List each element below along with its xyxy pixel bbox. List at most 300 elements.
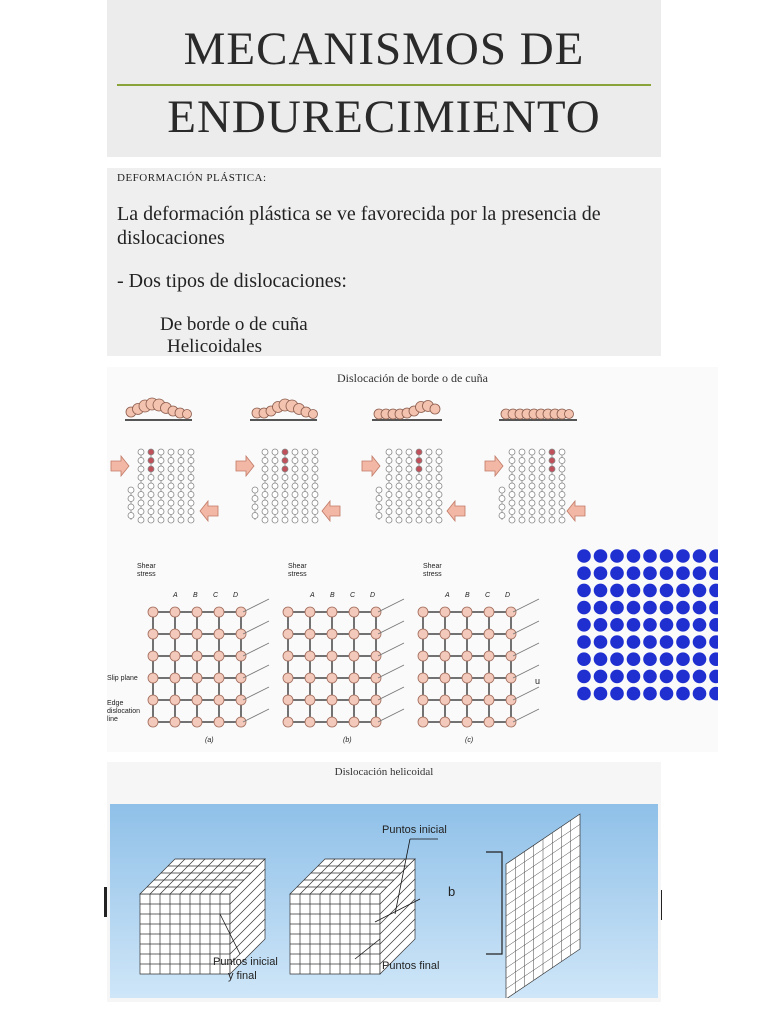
atom: [509, 458, 515, 464]
atom: [302, 492, 308, 498]
lattice-atom: [506, 717, 516, 727]
letter-b-1: B: [193, 592, 198, 599]
title-slide: [107, 0, 661, 157]
blue-atom: [660, 670, 674, 684]
atom: [539, 492, 545, 498]
lattice-atom: [148, 673, 158, 683]
atom: [312, 449, 318, 455]
atom: [158, 483, 164, 489]
letter-a-2: A: [310, 592, 315, 599]
atom: [312, 509, 318, 515]
atom: [386, 458, 392, 464]
blue-atom: [610, 670, 624, 684]
atom: [272, 517, 278, 523]
atom: [416, 458, 422, 464]
atom: [188, 458, 194, 464]
blue-atom: [676, 635, 690, 649]
lattice-depth: [378, 687, 404, 700]
lattice-atom: [236, 673, 246, 683]
atom: [529, 483, 535, 489]
blue-atom: [627, 687, 641, 701]
atom: [396, 449, 402, 455]
atom: [292, 449, 298, 455]
blue-atom: [693, 584, 707, 598]
atom: [138, 492, 144, 498]
screw-dislocation-slide: [107, 762, 661, 1002]
atom: [148, 517, 154, 523]
lattice-atom: [440, 673, 450, 683]
lattice-atom: [305, 695, 315, 705]
atom: [406, 475, 412, 481]
atom: [282, 458, 288, 464]
start-end-label-1: Puntos inicial: [213, 956, 278, 968]
atom: [262, 466, 268, 472]
atom: [559, 483, 565, 489]
atom: [272, 458, 278, 464]
atom: [302, 458, 308, 464]
atom: [416, 517, 422, 523]
lattice-atom: [170, 717, 180, 727]
lattice-atom: [148, 629, 158, 639]
atom: [416, 466, 422, 472]
edge-caption: Dislocación de borde o de cuña: [337, 371, 488, 385]
screw-diagram-panel: [110, 804, 658, 998]
atom: [396, 458, 402, 464]
blue-atom: [709, 601, 718, 615]
atom: [509, 466, 515, 472]
atom: [549, 509, 555, 515]
lattice-atom: [349, 717, 359, 727]
atom: [138, 458, 144, 464]
atom: [188, 517, 194, 523]
atom: [128, 487, 134, 493]
atom: [282, 509, 288, 515]
blue-atom: [676, 618, 690, 632]
blue-atom: [594, 584, 608, 598]
atom: [292, 483, 298, 489]
shear-label-b: Shear stress: [288, 563, 307, 578]
lattice-atom: [418, 651, 428, 661]
atom: [148, 509, 154, 515]
atom: [312, 492, 318, 498]
atom: [282, 466, 288, 472]
atom: [559, 475, 565, 481]
lattice-atom: [418, 695, 428, 705]
lattice-depth: [378, 709, 404, 722]
atom: [519, 500, 525, 506]
lattice-atom: [327, 651, 337, 661]
blue-atom: [660, 584, 674, 598]
atom: [416, 492, 422, 498]
atom: [396, 475, 402, 481]
atom: [436, 449, 442, 455]
lattice-atom: [283, 607, 293, 617]
atom: [272, 475, 278, 481]
atom: [519, 449, 525, 455]
blue-atom: [594, 670, 608, 684]
atom: [282, 475, 288, 481]
atom: [312, 475, 318, 481]
lattice-depth: [513, 621, 539, 634]
lattice-atom: [349, 629, 359, 639]
lattice-atom: [484, 673, 494, 683]
atom: [549, 517, 555, 523]
atom: [519, 509, 525, 515]
atom: [376, 487, 382, 493]
atom: [262, 449, 268, 455]
atom: [148, 458, 154, 464]
blue-atom: [693, 652, 707, 666]
blue-atom: [660, 652, 674, 666]
lattice-atom: [170, 673, 180, 683]
atom: [272, 483, 278, 489]
blue-atom: [594, 618, 608, 632]
atom: [262, 492, 268, 498]
blue-atom: [643, 670, 657, 684]
atom: [559, 449, 565, 455]
atom: [416, 500, 422, 506]
lattice-depth: [243, 709, 269, 722]
atom: [519, 475, 525, 481]
atom: [549, 475, 555, 481]
shear-label-c: Shear stress: [423, 563, 442, 578]
blue-atom: [594, 601, 608, 615]
atom: [128, 513, 134, 519]
blue-atom: [693, 601, 707, 615]
blue-atom: [660, 601, 674, 615]
atom: [262, 475, 268, 481]
section-heading: DEFORMACIÓN PLÁSTICA:: [117, 172, 267, 184]
lattice-atom: [418, 607, 428, 617]
atom: [549, 466, 555, 472]
atom: [529, 449, 535, 455]
blue-atom: [627, 601, 641, 615]
lattice-atom: [305, 717, 315, 727]
lattice-atom: [506, 629, 516, 639]
blue-atom: [627, 618, 641, 632]
lattice-atom: [418, 673, 428, 683]
atom: [426, 517, 432, 523]
lattice-atom: [214, 607, 224, 617]
atom: [272, 449, 278, 455]
atom: [312, 483, 318, 489]
atom: [509, 449, 515, 455]
atom: [158, 466, 164, 472]
atom: [292, 475, 298, 481]
lattice-atom: [148, 607, 158, 617]
atom: [302, 500, 308, 506]
atom: [282, 492, 288, 498]
blue-atom: [594, 652, 608, 666]
lattice-depth: [243, 643, 269, 656]
blue-atom: [676, 566, 690, 580]
lattice-atom: [484, 629, 494, 639]
atom: [436, 509, 442, 515]
atom: [559, 500, 565, 506]
atom: [499, 504, 505, 510]
atom: [426, 492, 432, 498]
lattice-atom: [484, 651, 494, 661]
blue-atom: [610, 584, 624, 598]
blue-atom: [709, 549, 718, 563]
blue-atom: [660, 635, 674, 649]
atom: [509, 483, 515, 489]
atom: [499, 513, 505, 519]
lattice-atom: [418, 717, 428, 727]
atom: [436, 500, 442, 506]
end-points-label: Puntos final: [382, 960, 440, 972]
lattice-atom: [283, 651, 293, 661]
atom: [396, 500, 402, 506]
atom: [386, 466, 392, 472]
type-screw: Helicoidales: [167, 336, 262, 357]
lattice-atom: [349, 673, 359, 683]
blue-atom: [709, 670, 718, 684]
atom: [509, 517, 515, 523]
blue-atom: [676, 549, 690, 563]
lattice-atom: [462, 673, 472, 683]
blue-atom: [643, 652, 657, 666]
atom: [426, 466, 432, 472]
slip-plane-label: Slip plane: [107, 675, 138, 682]
atom: [158, 500, 164, 506]
atom: [406, 509, 412, 515]
u-label: u: [535, 676, 541, 686]
atom: [312, 517, 318, 523]
atom: [386, 483, 392, 489]
type-edge: De borde o de cuña: [160, 314, 308, 335]
title-line-1: MECANISMOS DE: [183, 23, 585, 75]
atom: [138, 466, 144, 472]
atom: [519, 466, 525, 472]
atom: [302, 466, 308, 472]
blue-atom: [610, 635, 624, 649]
lattice-atom: [148, 717, 158, 727]
atom: [559, 517, 565, 523]
lattice-depth: [378, 621, 404, 634]
lattice-atom: [236, 629, 246, 639]
atom: [292, 492, 298, 498]
lattice-atom: [192, 651, 202, 661]
atom: [426, 509, 432, 515]
atom: [406, 483, 412, 489]
atom: [188, 466, 194, 472]
lattice-atom: [462, 717, 472, 727]
panel-c-label: (c): [465, 737, 474, 744]
lattice-atom: [236, 607, 246, 617]
letter-a-1: A: [173, 592, 178, 599]
atom: [436, 517, 442, 523]
lattice-atom: [236, 651, 246, 661]
atom: [148, 466, 154, 472]
lattice-atom: [349, 607, 359, 617]
atom: [252, 487, 258, 493]
atom: [436, 483, 442, 489]
atom: [302, 517, 308, 523]
atom: [426, 475, 432, 481]
lattice-atom: [462, 607, 472, 617]
lattice-atom: [214, 717, 224, 727]
atom: [426, 483, 432, 489]
lattice-atom: [305, 607, 315, 617]
cube-burgers: [290, 859, 415, 974]
lattice-depth: [243, 687, 269, 700]
lattice-atom: [170, 695, 180, 705]
atom: [436, 475, 442, 481]
atom: [178, 475, 184, 481]
lattice-atom: [192, 673, 202, 683]
edge-dislocation-figure: [107, 367, 718, 752]
atom: [158, 458, 164, 464]
blue-atom: [627, 549, 641, 563]
atom: [292, 509, 298, 515]
blue-atom: [693, 670, 707, 684]
atom: [499, 496, 505, 502]
blue-atom: [627, 584, 641, 598]
atom: [406, 458, 412, 464]
lattice-atom: [506, 607, 516, 617]
atom: [396, 492, 402, 498]
blue-atom: [577, 687, 591, 701]
atom: [178, 509, 184, 515]
atom: [499, 487, 505, 493]
lattice-depth: [378, 665, 404, 678]
lattice-atom: [305, 651, 315, 661]
atom: [158, 449, 164, 455]
atom: [262, 483, 268, 489]
lattice-atom: [440, 607, 450, 617]
lattice-atom: [462, 651, 472, 661]
blue-atom: [643, 566, 657, 580]
atom: [559, 458, 565, 464]
atom: [539, 517, 545, 523]
atom: [559, 509, 565, 515]
atom: [128, 496, 134, 502]
lattice-atom: [484, 695, 494, 705]
atom: [386, 449, 392, 455]
atom: [148, 492, 154, 498]
atom: [168, 449, 174, 455]
shear-label-a: Shear stress: [137, 563, 156, 578]
lattice-atom: [236, 717, 246, 727]
lattice-atom: [484, 607, 494, 617]
blue-atom: [577, 652, 591, 666]
atom: [292, 458, 298, 464]
blue-atom: [709, 652, 718, 666]
atom: [178, 483, 184, 489]
lattice-atom: [214, 629, 224, 639]
blue-atom: [577, 670, 591, 684]
edge-dislocation-slide: [107, 367, 718, 752]
atom: [406, 449, 412, 455]
atom: [539, 466, 545, 472]
atom: [312, 466, 318, 472]
letter-a-3: A: [445, 592, 450, 599]
letter-b-2: B: [330, 592, 335, 599]
blue-atom: [693, 635, 707, 649]
atom: [148, 449, 154, 455]
blue-atom: [676, 584, 690, 598]
atom: [549, 449, 555, 455]
atom: [188, 475, 194, 481]
lattice-atom: [214, 651, 224, 661]
atom: [376, 504, 382, 510]
atom: [138, 475, 144, 481]
atom: [539, 483, 545, 489]
atom: [519, 458, 525, 464]
lattice-atom: [305, 673, 315, 683]
blue-atom: [610, 601, 624, 615]
atom: [262, 500, 268, 506]
blue-atom: [676, 687, 690, 701]
atom: [272, 466, 278, 472]
blue-atom: [643, 687, 657, 701]
atom: [178, 492, 184, 498]
text-slide: [107, 168, 661, 356]
blue-atom: [660, 687, 674, 701]
atom: [272, 492, 278, 498]
lattice-atom: [170, 607, 180, 617]
lattice-depth: [513, 687, 539, 700]
atom: [529, 466, 535, 472]
atom: [529, 509, 535, 515]
lattice-atom: [371, 629, 381, 639]
blue-atom: [610, 618, 624, 632]
blue-atom: [627, 566, 641, 580]
atom: [168, 483, 174, 489]
atom: [262, 517, 268, 523]
lattice-atom: [192, 717, 202, 727]
letter-c-1: C: [213, 592, 219, 599]
lattice-atom: [440, 651, 450, 661]
blue-atom: [709, 635, 718, 649]
letter-d-1: D: [233, 592, 239, 599]
blue-atom: [709, 687, 718, 701]
blue-atom: [627, 635, 641, 649]
atom: [252, 504, 258, 510]
blue-atom: [594, 635, 608, 649]
lattice-atom: [148, 695, 158, 705]
blue-atom: [709, 618, 718, 632]
lattice-atom: [192, 629, 202, 639]
blue-atom: [643, 618, 657, 632]
blue-atom: [610, 687, 624, 701]
atom: [529, 500, 535, 506]
atom: [386, 475, 392, 481]
atom: [529, 475, 535, 481]
caterpillar-sequence: [125, 398, 577, 420]
blue-atom: [693, 687, 707, 701]
atom: [178, 466, 184, 472]
lattice-depth: [513, 599, 539, 612]
blue-atom: [610, 549, 624, 563]
atom: [509, 475, 515, 481]
atom: [312, 500, 318, 506]
blue-atom: [676, 652, 690, 666]
blue-atom: [643, 601, 657, 615]
burgers-vector-label: b: [448, 884, 456, 899]
atom: [292, 500, 298, 506]
edge-line-label: Edge dislocation line: [107, 700, 141, 723]
atom: [436, 458, 442, 464]
atom: [138, 449, 144, 455]
lattice-atom: [440, 629, 450, 639]
letter-c-3: C: [485, 592, 491, 599]
atom: [138, 509, 144, 515]
atom: [416, 509, 422, 515]
letter-d-3: D: [505, 592, 511, 599]
atom: [559, 492, 565, 498]
